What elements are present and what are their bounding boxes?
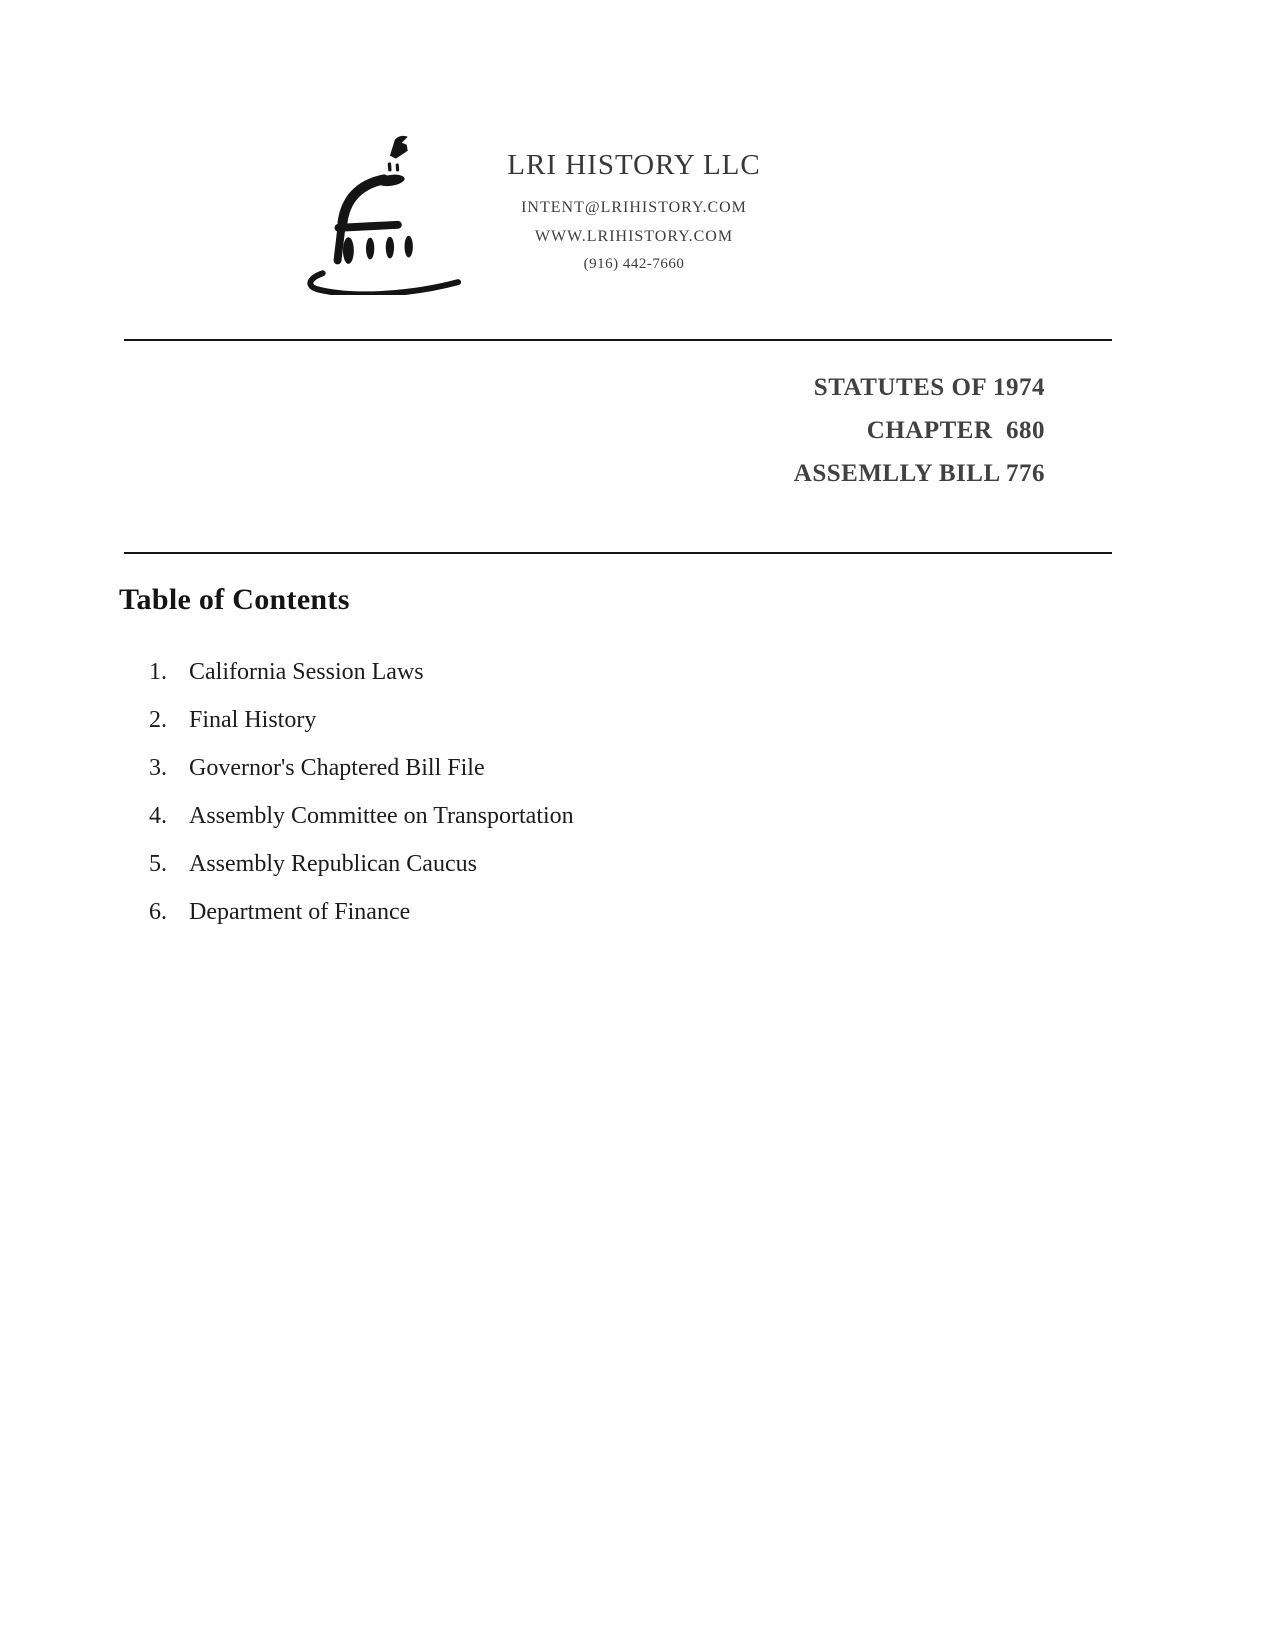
toc-item-number: 4. [149, 803, 167, 829]
toc-item [149, 840, 574, 888]
toc-item [149, 888, 574, 936]
statutes-line: STATUTES OF 1974 [813, 374, 1045, 401]
toc-item-label: Assembly Committee on Transportation [189, 803, 574, 829]
toc-item [149, 696, 574, 744]
toc-item-number: 2. [149, 707, 167, 733]
divider-bottom [124, 552, 1112, 554]
letterhead [293, 127, 789, 295]
toc-item [149, 792, 574, 840]
toc-item-label: Governor's Chaptered Bill File [189, 755, 485, 781]
contact-email: INTENT@LRIHISTORY.COM [521, 199, 747, 216]
toc-item-number: 3. [149, 755, 167, 781]
toc-item-label: Department of Finance [189, 899, 411, 925]
toc-item-label: Assembly Republican Caucus [189, 851, 477, 877]
chapter-line: CHAPTER 680 [866, 417, 1045, 444]
toc-item-label: Final History [189, 707, 317, 733]
toc-heading: Table of Contents [119, 583, 350, 616]
toc-item-label: California Session Laws [189, 659, 424, 685]
reference-block [794, 366, 1045, 495]
assembly-bill-line: ASSEMLLY BILL 776 [793, 460, 1045, 487]
company-name: LRI HISTORY LLC [507, 149, 761, 181]
capitol-dome-logo-icon [293, 127, 471, 295]
contact-website: WWW.LRIHISTORY.COM [534, 228, 734, 245]
toc-item-number: 6. [149, 899, 167, 925]
toc-list [149, 648, 574, 936]
letterhead-text [479, 127, 789, 273]
toc-item-number: 5. [149, 851, 167, 877]
contact-phone: (916) 442-7660 [583, 256, 685, 272]
toc-item [149, 648, 574, 696]
toc-item [149, 744, 574, 792]
divider-top [124, 339, 1112, 341]
toc-item-number: 1. [149, 659, 167, 685]
